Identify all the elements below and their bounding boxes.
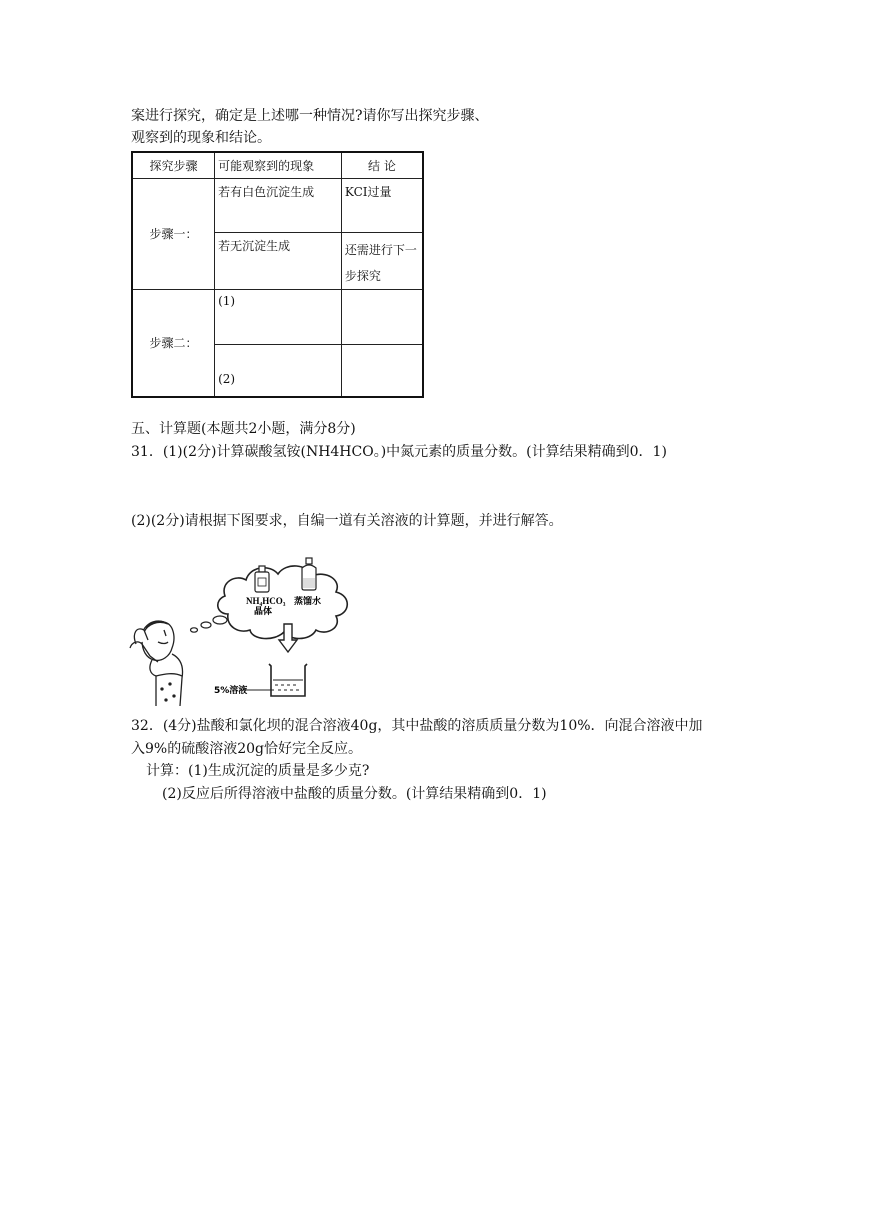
step2-phenomenon-1: (1) <box>215 289 342 344</box>
bottle-distilled-water <box>302 558 316 590</box>
question-31-2: (2)(2分)请根据下图要求，自编一道有关溶液的计算题，并进行解答。 <box>131 513 563 529</box>
thought-bubble-small <box>191 628 198 632</box>
step1-phenomenon-2: 若无沉淀生成 <box>215 232 342 289</box>
thought-bubble-medium <box>201 622 211 628</box>
step2-phenomenon-2: (2) <box>215 344 342 397</box>
question-31-1: 31．(1)(2分)计算碳酸氢铵(NH4HCO。)中氮元素的质量分数。(计算结果精确到0．1) <box>131 444 667 460</box>
header-conclusion: 结 论 <box>341 152 423 178</box>
step1-conclusion-2-line1: 还需进行下一 <box>344 242 417 257</box>
step1-phenomenon-1: 若有白色沉淀生成 <box>215 178 342 232</box>
thought-bubble-large <box>213 616 227 624</box>
header-phenomenon: 可能观察到的现象 <box>215 152 342 178</box>
question-32-line-2: 入9%的硫酸溶液20g恰好完全反应。 <box>131 741 362 757</box>
step1-conclusion-2-line2: 步探究 <box>344 268 381 283</box>
section5-title: 五、计算题(本题共2小题，满分8分) <box>131 421 356 437</box>
step2-conclusion-2 <box>341 344 423 397</box>
solution-illustration <box>128 544 360 706</box>
thinking-student <box>130 621 183 706</box>
step2-label: 步骤二： <box>132 289 215 397</box>
beaker-label: 5%溶液 <box>214 686 248 696</box>
bottle2-label: 蒸馏水 <box>294 597 322 607</box>
step1-conclusion-2 <box>341 232 423 289</box>
step1-conclusion-1: KCI过量 <box>341 178 423 232</box>
intro-line-2: 观察到的现象和结论。 <box>131 130 271 146</box>
step2-conclusion-1 <box>341 289 423 344</box>
header-step: 探究步骤 <box>132 152 215 178</box>
question-32-line-4: (2)反应后所得溶液中盐酸的质量分数。(计算结果精确到0．1) <box>162 786 547 802</box>
step1-label: 步骤一： <box>132 178 215 289</box>
question-32-line-1: 32．(4分)盐酸和氯化坝的混合溶液40g，其中盐酸的溶质质量分数为10%．向混合溶液中加 <box>131 718 703 734</box>
question-32-line-3: 计算：(1)生成沉淀的质量是多少克? <box>146 763 370 779</box>
bottle1-label2: 晶体 <box>254 607 273 617</box>
illustration-svg <box>128 544 360 706</box>
bottle1-label1: NH₄HCO₃ <box>246 596 286 606</box>
intro-line-1: 案进行探究，确定是上述哪一种情况?请你写出探究步骤、 <box>131 108 489 124</box>
experiment-table <box>131 151 424 398</box>
beaker-icon <box>269 664 307 696</box>
